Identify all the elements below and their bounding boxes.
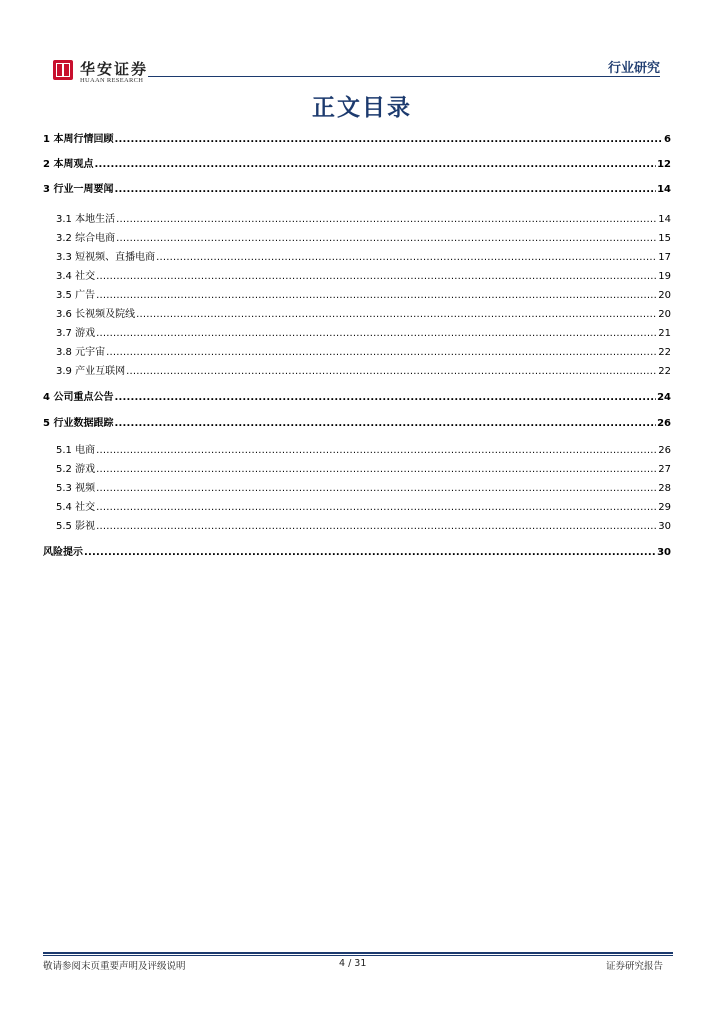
toc-leader-dots [126,366,657,377]
toc-leader-dots [114,134,663,145]
toc-entry-page: 24 [657,392,671,403]
toc-entry-label: 1 本周行情回顾 [43,134,114,145]
toc-entry-label: 3.9 产业互联网 [56,366,126,377]
toc-leader-dots [96,521,657,532]
toc-entry-page: 22 [658,347,671,358]
toc-entry-page: 6 [664,134,671,145]
toc-entry-page: 30 [658,521,671,532]
logo-english-text: HUAAN RESEARCH [80,77,144,84]
toc-entry[interactable] [43,479,671,494]
toc-entry[interactable] [43,543,671,558]
toc-entry-label: 2 本周观点 [43,159,94,170]
toc-leader-dots [96,445,657,456]
toc-entry[interactable] [43,498,671,513]
toc-entry-page: 26 [657,418,671,429]
toc-leader-dots [84,547,656,558]
page-title: 正文目录 [312,95,412,121]
toc-entry-page: 30 [657,547,671,558]
toc-entry-page: 14 [657,184,671,195]
toc-entry-page: 28 [658,483,671,494]
toc-entry[interactable] [43,286,671,301]
toc-leader-dots [96,328,657,339]
toc-leader-dots [96,464,657,475]
toc-entry-page: 17 [658,252,671,263]
footer-report-type: 证券研究报告 [605,961,663,972]
toc-entry-label: 5.3 视频 [56,483,96,494]
toc-entry-page: 22 [658,366,671,377]
toc-entry[interactable] [43,229,671,244]
toc-leader-dots [96,483,657,494]
toc-leader-dots [96,502,657,513]
huaan-logo-icon [53,60,73,80]
page-header [0,0,724,100]
toc-entry-page: 21 [658,328,671,339]
toc-entry[interactable] [43,248,671,263]
toc-entry[interactable] [43,460,671,475]
toc-leader-dots [116,233,657,244]
toc-entry[interactable] [43,130,671,145]
toc-entry-label: 3.3 短视频、直播电商 [56,252,156,263]
toc-entry-page: 26 [658,445,671,456]
toc-entry[interactable] [43,388,671,403]
toc-entry-label: 5.5 影视 [56,521,96,532]
toc-entry[interactable] [43,324,671,339]
footer-page-number: 4 / 31 [339,958,367,969]
toc-entry-label: 5.4 社交 [56,502,96,513]
toc-entry-label: 3.2 综合电商 [56,233,116,244]
toc-entry-page: 27 [658,464,671,475]
toc-entry[interactable] [43,441,671,456]
toc-entry[interactable] [43,267,671,282]
toc-entry[interactable] [43,414,671,429]
toc-entry-label: 5 行业数据跟踪 [43,418,114,429]
footer-disclaimer: 敬请参阅末页重要声明及评级说明 [43,961,186,972]
toc-entry-label: 5.2 游戏 [56,464,96,475]
toc-entry[interactable] [43,180,671,195]
toc-leader-dots [156,252,657,263]
toc-leader-dots [116,214,657,225]
logo-chinese-text: 华安证券 [80,60,149,78]
toc-leader-dots [136,309,657,320]
toc-entry-page: 20 [658,290,671,301]
toc-entry[interactable] [43,155,671,170]
toc-entry-label: 3 行业一周要闻 [43,184,114,195]
toc-entry-page: 19 [658,271,671,282]
toc-entry-label: 4 公司重点公告 [43,392,114,403]
toc-leader-dots [114,418,656,429]
footer-divider [43,952,673,954]
header-divider [148,76,660,77]
toc-entry-label: 3.5 广告 [56,290,96,301]
toc-entry[interactable] [43,343,671,358]
toc-entry-page: 15 [658,233,671,244]
toc-entry-label: 3.8 元宇宙 [56,347,106,358]
toc-entry[interactable] [43,210,671,225]
toc-entry-label: 风险提示 [43,547,83,558]
footer-divider-thin [43,955,673,956]
toc-entry-page: 20 [658,309,671,320]
toc-entry-page: 12 [657,159,671,170]
toc-leader-dots [96,290,657,301]
toc-entry[interactable] [43,305,671,320]
toc-entry-page: 29 [658,502,671,513]
toc-leader-dots [96,271,657,282]
toc-leader-dots [114,184,656,195]
toc-leader-dots [114,392,656,403]
toc-leader-dots [94,159,656,170]
toc-entry-page: 14 [658,214,671,225]
toc-entry-label: 3.7 游戏 [56,328,96,339]
toc-entry[interactable] [43,517,671,532]
section-label: 行业研究 [607,61,660,76]
toc-leader-dots [106,347,657,358]
toc-entry-label: 3.1 本地生活 [56,214,116,225]
toc-entry[interactable] [43,362,671,377]
toc-entry-label: 5.1 电商 [56,445,96,456]
toc-entry-label: 3.4 社交 [56,271,96,282]
toc-entry-label: 3.6 长视频及院线 [56,309,136,320]
